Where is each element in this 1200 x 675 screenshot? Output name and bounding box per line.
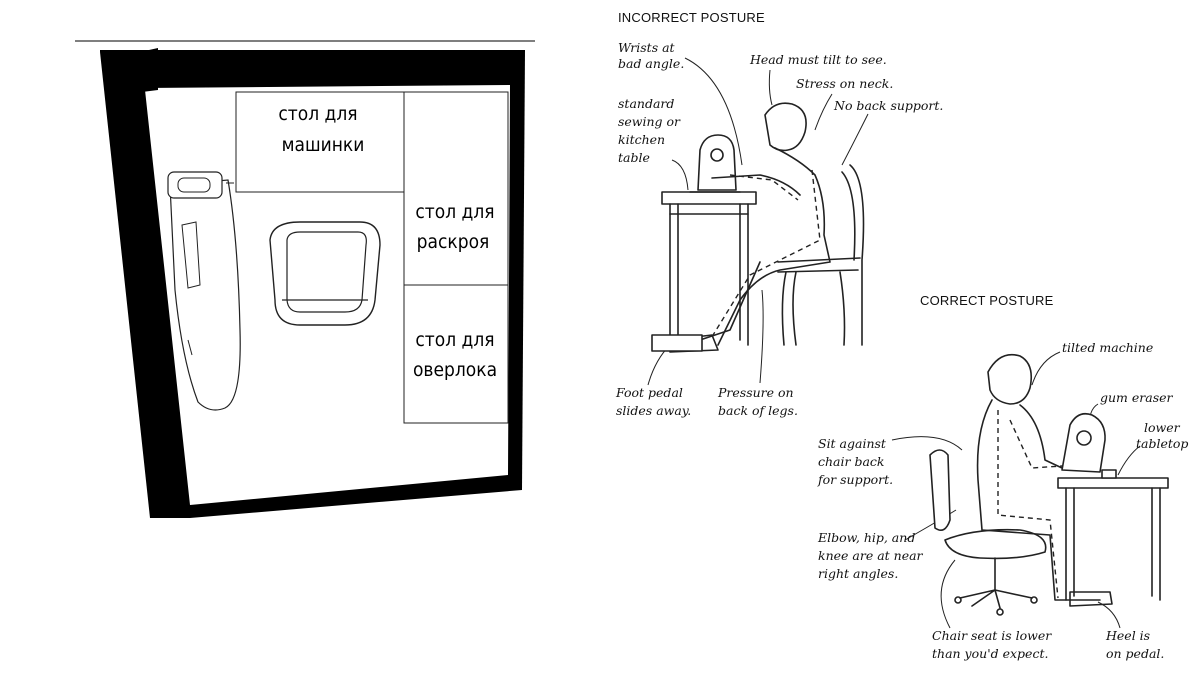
annotation-line: tabletop — [1136, 436, 1189, 451]
correct-heading: CORRECT POSTURE — [920, 293, 1054, 308]
lower-table — [1058, 478, 1168, 600]
annotation-line: table — [618, 150, 650, 165]
annotation-line: than you'd expect. — [932, 646, 1049, 661]
annotation-line: bad angle. — [618, 56, 685, 71]
annotation-line: gum eraser — [1100, 390, 1173, 405]
annotation-line: standard — [618, 96, 675, 111]
annotation-line: Elbow, hip, and — [818, 530, 916, 545]
annotation-line: Head must tilt to see. — [750, 52, 887, 67]
annotation-line: for support. — [818, 472, 894, 487]
annotation-line: on pedal. — [1106, 646, 1165, 661]
chair-icon — [930, 450, 1046, 615]
gum-eraser — [1102, 470, 1116, 478]
annotation-line: Foot pedal — [616, 385, 683, 400]
annotation-line: Wrists at — [618, 40, 675, 55]
sewing-machine-icon — [690, 135, 740, 192]
annotation-line: knee are at near — [818, 548, 923, 563]
foot-pedal — [652, 335, 702, 351]
annotation-line: chair back — [818, 454, 885, 469]
annotation-line: slides away. — [616, 403, 692, 418]
incorrect-heading: INCORRECT POSTURE — [618, 10, 765, 25]
table-label-line: оверлока — [412, 359, 498, 381]
person-icon — [670, 103, 830, 352]
overlock-table — [404, 285, 508, 423]
annotation-line: Heel is — [1106, 628, 1151, 643]
annotation-line: Pressure on — [718, 385, 794, 400]
table-label-line: стол для — [278, 103, 358, 125]
posture-svg — [600, 0, 1200, 675]
annotation-line: lower — [1144, 420, 1180, 435]
table-label-line: машинки — [281, 134, 365, 156]
annotation-line: Chair seat is lower — [932, 628, 1052, 643]
annotation-line: tilted machine — [1062, 340, 1154, 355]
annotation-line: back of legs. — [718, 403, 798, 418]
standard-table — [662, 192, 756, 345]
annotation-line: Stress on neck. — [796, 76, 894, 91]
table-label-line: раскроя — [416, 231, 490, 253]
posture-illustration — [600, 0, 1200, 675]
annotation-line: Sit against — [818, 436, 886, 451]
table-label-line: стол для — [415, 201, 495, 223]
annotation-line: right angles. — [818, 566, 899, 581]
annotation-line: No back support. — [834, 98, 944, 113]
cutting-table — [404, 92, 508, 285]
table-label-line: стол для — [415, 329, 495, 351]
armchair-icon — [270, 222, 380, 325]
annotation-line: kitchen — [618, 132, 666, 147]
annotation-line: sewing or — [618, 114, 681, 129]
tilted-machine-icon — [1062, 414, 1116, 478]
